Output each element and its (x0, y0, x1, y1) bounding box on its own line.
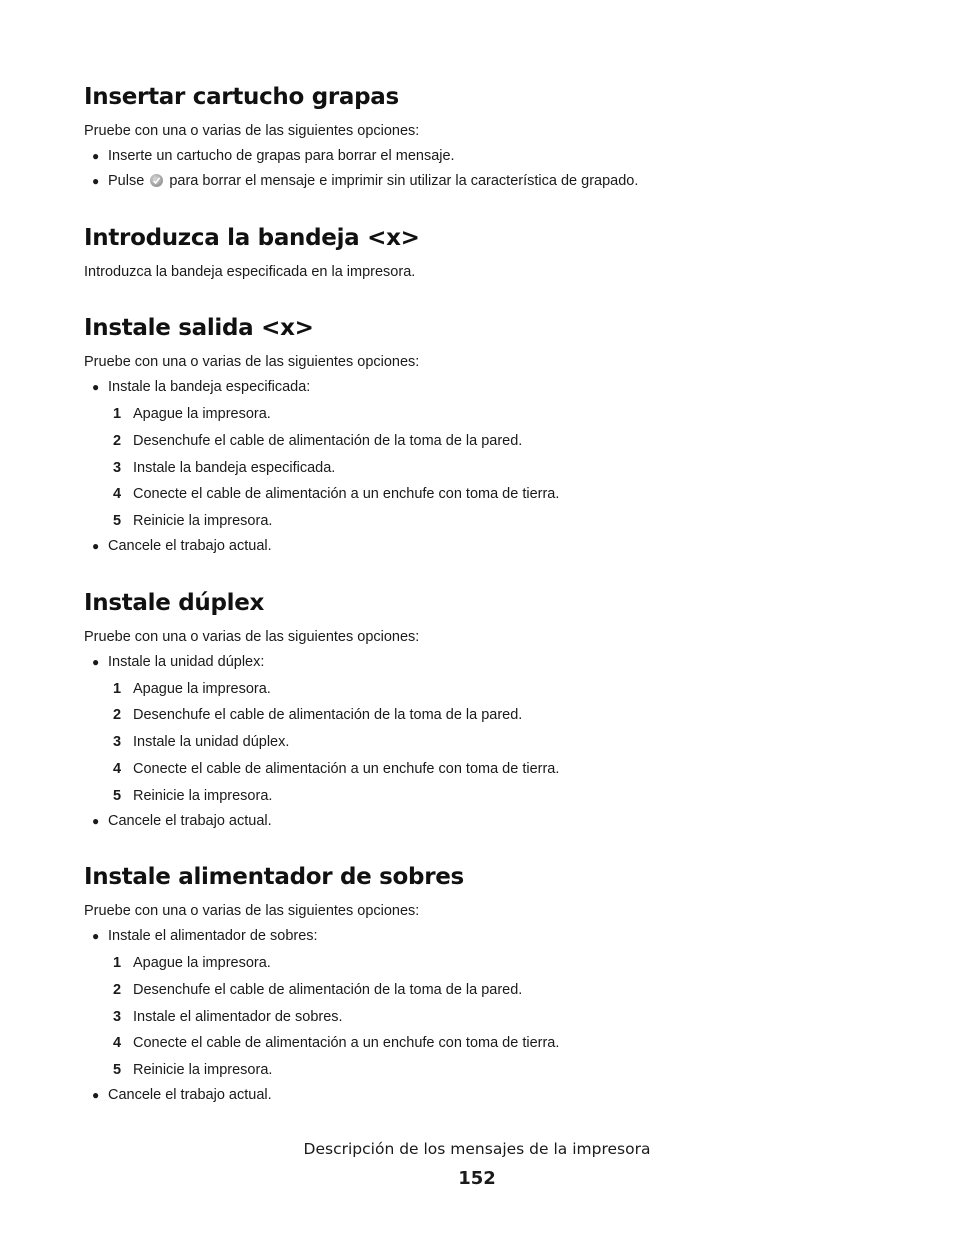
step-item: 4 Conecte el cable de alimentación a un enchufe con toma de tierra. (113, 761, 560, 777)
section-title-insertar-cartucho: Insertar cartucho grapas (84, 84, 399, 110)
step-item: 1 Apague la impresora. (113, 681, 271, 697)
step-item: 2 Desenchufe el cable de alimentación de la toma de la pared. (113, 433, 523, 449)
section-intro: Pruebe con una o varias de las siguientes opciones: (84, 354, 420, 370)
bullet-icon: ● (92, 149, 100, 163)
step-item: 5 Reinicie la impresora. (113, 1062, 273, 1078)
step-item: 2 Desenchufe el cable de alimentación de la toma de la pared. (113, 707, 523, 723)
bullet-item: ● Inserte un cartucho de grapas para borrar el mensaje. (92, 148, 455, 164)
bullet-item: ● Pulse para borrar el mensaje e imprimir sin utilizar la característica de grapado. (92, 173, 639, 189)
step-item: 4 Conecte el cable de alimentación a un enchufe con toma de tierra. (113, 1035, 560, 1051)
step-item: 5 Reinicie la impresora. (113, 513, 273, 529)
step-item: 1 Apague la impresora. (113, 955, 271, 971)
bullet-icon: ● (92, 539, 100, 553)
bullet-icon: ● (92, 929, 100, 943)
section-title-instale-alimentador: Instale alimentador de sobres (84, 864, 464, 890)
bullet-item: ● Cancele el trabajo actual. (92, 1087, 272, 1103)
section-title-instale-duplex: Instale dúplex (84, 590, 265, 616)
step-item: 4 Conecte el cable de alimentación a un enchufe con toma de tierra. (113, 486, 560, 502)
bullet-item: ● Cancele el trabajo actual. (92, 813, 272, 829)
step-item: 5 Reinicie la impresora. (113, 788, 273, 804)
bullet-icon: ● (92, 1088, 100, 1102)
step-item: 3 Instale la unidad dúplex. (113, 734, 290, 750)
section-title-introduzca-bandeja: Introduzca la bandeja <x> (84, 225, 420, 251)
step-item: 1 Apague la impresora. (113, 406, 271, 422)
bullet-icon: ● (92, 814, 100, 828)
bullet-icon: ● (92, 174, 100, 188)
bullet-item: ● Instale el alimentador de sobres: (92, 928, 318, 944)
bullet-icon: ● (92, 655, 100, 669)
footer-chapter-title: Descripción de los mensajes de la impresora (303, 1140, 651, 1158)
section-title-instale-salida: Instale salida <x> (84, 315, 314, 341)
bullet-item: ● Cancele el trabajo actual. (92, 538, 272, 554)
section-intro: Pruebe con una o varias de las siguientes opciones: (84, 629, 420, 645)
bullet-icon: ● (92, 380, 100, 394)
section-intro: Pruebe con una o varias de las siguientes opciones: (84, 903, 420, 919)
step-item: 3 Instale la bandeja especificada. (113, 460, 336, 476)
section-intro: Pruebe con una o varias de las siguientes opciones: (84, 123, 420, 139)
step-item: 3 Instale el alimentador de sobres. (113, 1009, 343, 1025)
bullet-item: ● Instale la unidad dúplex: (92, 654, 265, 670)
checkmark-button-icon (150, 174, 163, 187)
step-item: 2 Desenchufe el cable de alimentación de la toma de la pared. (113, 982, 523, 998)
footer-page-number: 152 (458, 1168, 496, 1189)
bullet-item: ● Instale la bandeja especificada: (92, 379, 311, 395)
section-intro: Introduzca la bandeja especificada en la impresora. (84, 264, 416, 280)
